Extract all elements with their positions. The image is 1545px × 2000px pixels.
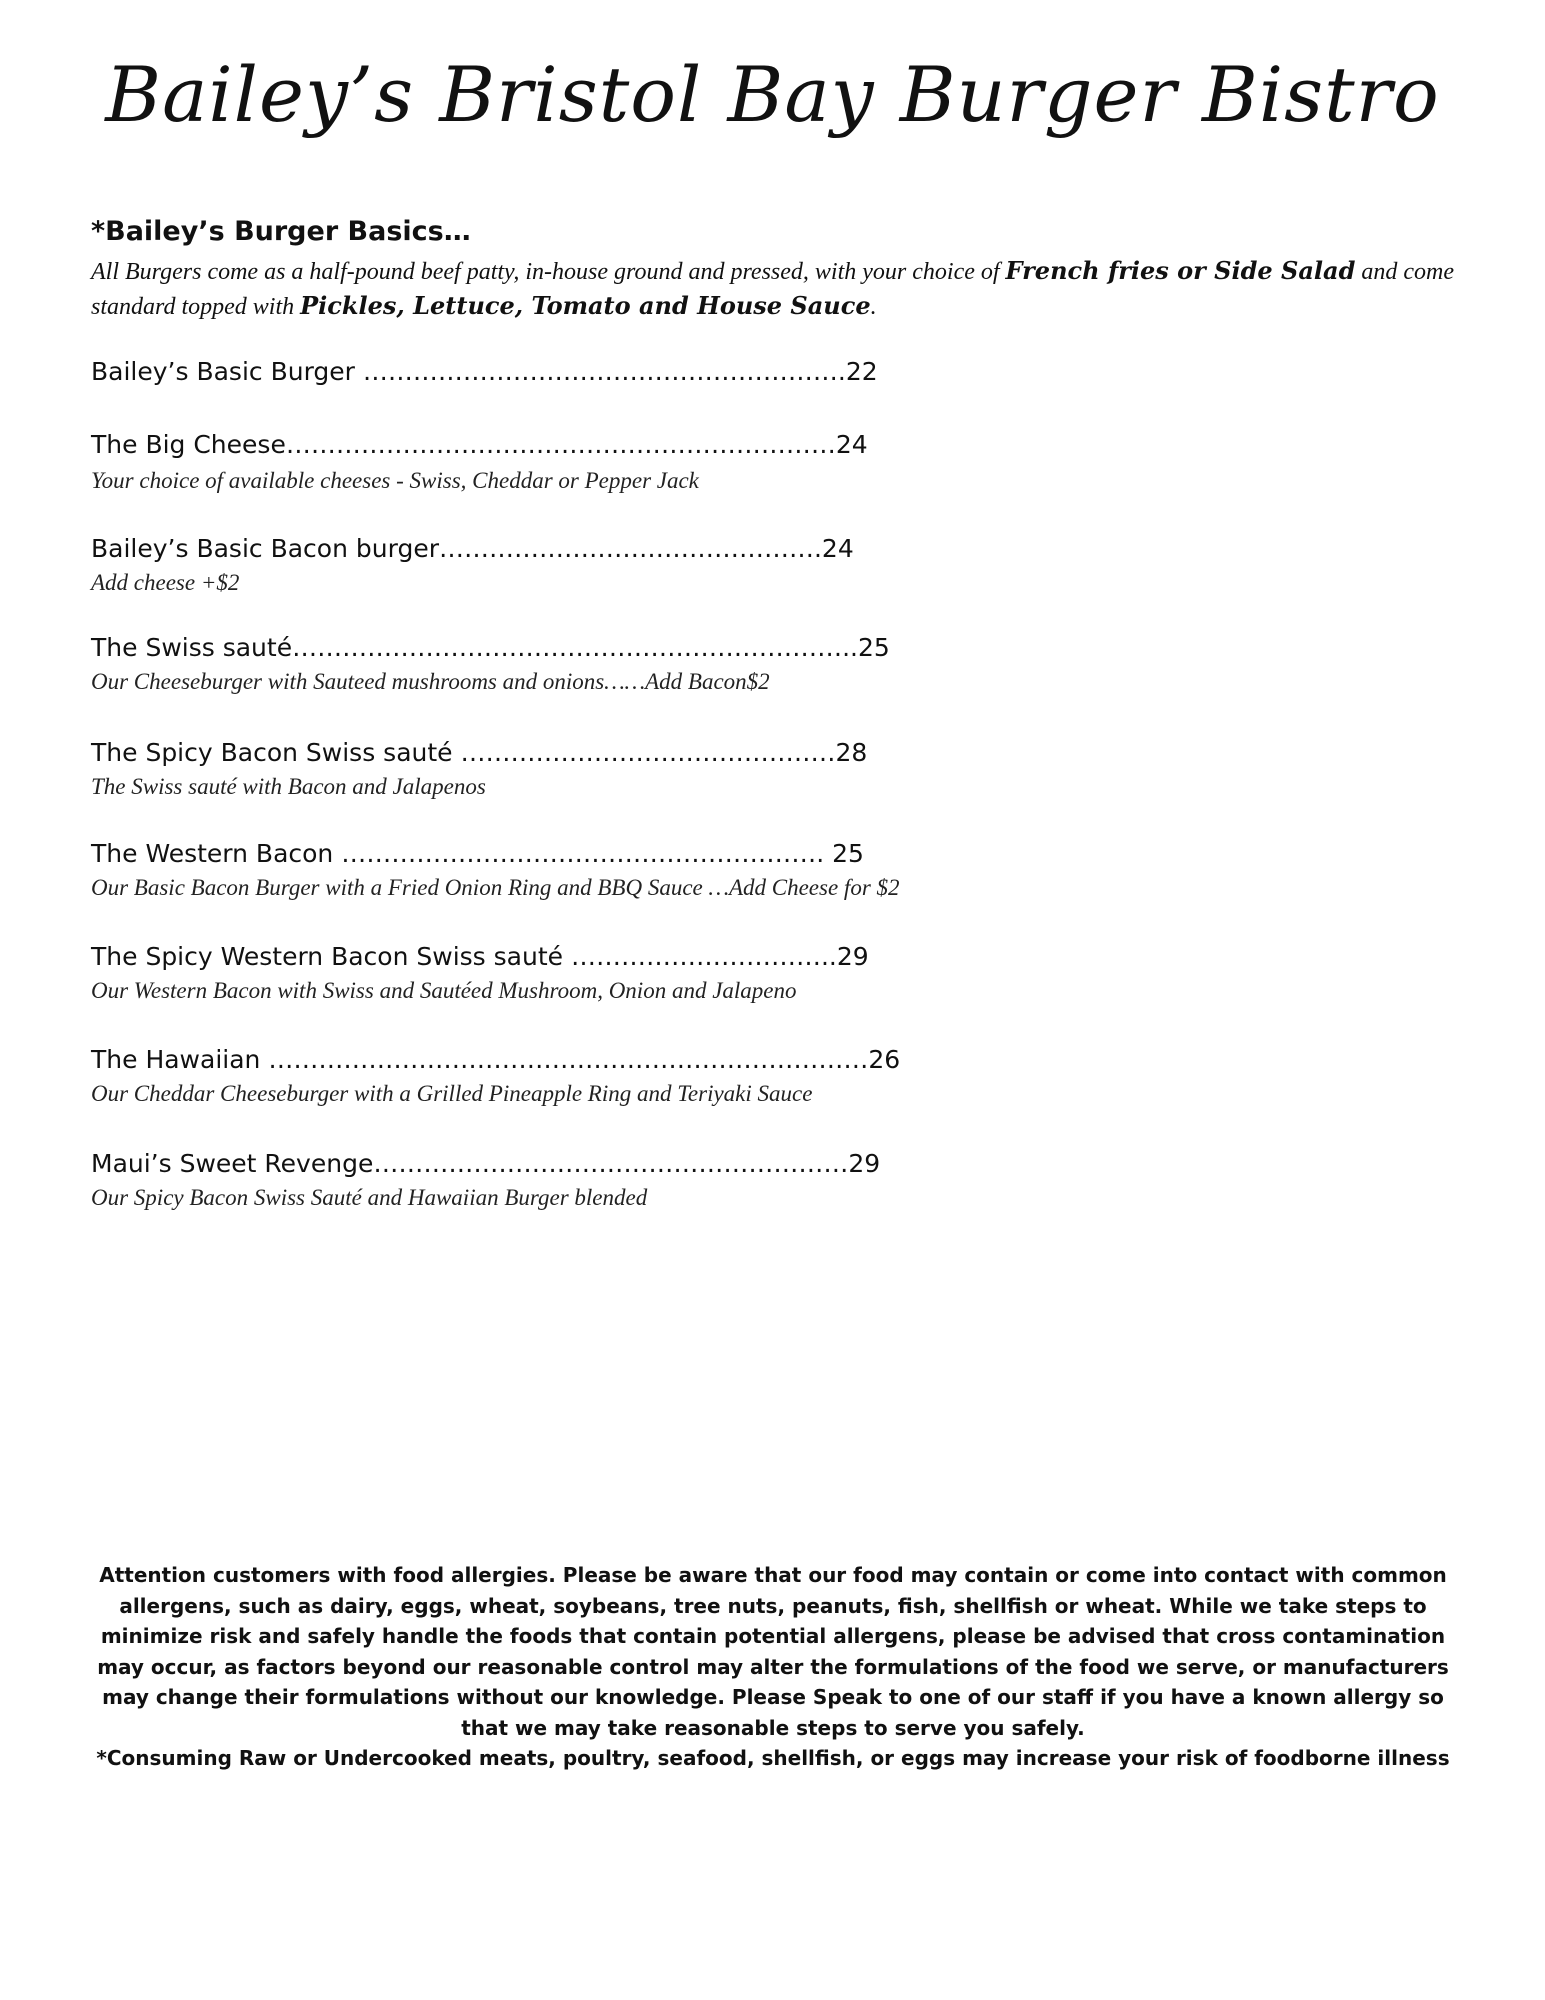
intro-text-3: . bbox=[870, 294, 877, 320]
menu-item-description: Our Spicy Bacon Swiss Sauté and Hawaiian Burger blended bbox=[91, 1185, 648, 1210]
intro-bold-toppings: Pickles, Lettuce, Tomato and House Sauce bbox=[300, 291, 871, 320]
menu-item-description: Our Cheeseburger with Sauteed mushrooms and onions……Add Bacon$2 bbox=[91, 669, 770, 694]
menu-item-description: Add cheese +$2 bbox=[91, 570, 240, 595]
intro-text-1: All Burgers come as a half-pound beef patty, in-house ground and pressed, with your choice of bbox=[91, 259, 1006, 285]
menu-item-name: Bailey’s Basic Burger ………………………………………………….22 bbox=[91, 357, 878, 386]
raw-food-warning: *Consuming Raw or Undercooked meats, poultry, seafood, shellfish, or eggs may increase your risk of foodborne illness bbox=[96, 1746, 1450, 1770]
allergy-notice: Attention customers with food allergies. Please be aware that our food may contain or come into contact with common allergens, such as dairy, eggs, wheat, soybeans, tree nuts, peanuts, fish, shellfish or wheat. While we take steps to minimize risk and safely handle the foods that contain potential allergens, please be advised that cross contamination may occur, as factors beyond our reasonable control may alter the formulations of the food we serve, or manufacturers may change their formulations without our knowledge. Please Speak to one of our staff if you have a known allergy so that we may take reasonable steps to serve you safely. bbox=[97, 1563, 1449, 1740]
menu-item-name: The Spicy Western Bacon Swiss sauté …………………………..29 bbox=[91, 942, 869, 971]
section-intro bbox=[91, 254, 1461, 324]
menu-item-description: The Swiss sauté with Bacon and Jalapenos bbox=[91, 774, 486, 799]
menu-item-description: Our Cheddar Cheeseburger with a Grilled Pineapple Ring and Teriyaki Sauce bbox=[91, 1081, 813, 1106]
menu-item-description: Your choice of available cheeses - Swiss, Cheddar or Pepper Jack bbox=[91, 468, 699, 493]
menu-item-name: The Spicy Bacon Swiss sauté ………………………………………28 bbox=[91, 738, 868, 767]
menu-item-name: The Swiss sauté…………………………………………………………..25 bbox=[91, 633, 890, 662]
menu-item-name: Bailey’s Basic Bacon burger……………………………………….24 bbox=[91, 534, 854, 563]
section-heading: *Bailey’s Burger Basics… bbox=[91, 216, 471, 247]
menu-item-name: The Hawaiian ………………………………………………………………26 bbox=[91, 1045, 901, 1074]
menu-item-description: Our Basic Bacon Burger with a Fried Onion Ring and BBQ Sauce …Add Cheese for $2 bbox=[91, 875, 900, 900]
menu-item-name: Maui’s Sweet Revenge…………………………………………………29 bbox=[91, 1149, 881, 1178]
menu-item-name: The Big Cheese…………………………………………………………24 bbox=[91, 430, 868, 459]
intro-text-2: and come standard topped with bbox=[91, 259, 1455, 320]
intro-bold-sides: French fries or Side Salad bbox=[1005, 256, 1356, 285]
menu-item-description: Our Western Bacon with Swiss and Sautéed Mushroom, Onion and Jalapeno bbox=[91, 978, 797, 1003]
menu-item-name: The Western Bacon …………………………………………………. 25 bbox=[91, 839, 864, 868]
restaurant-title: Bailey’s Bristol Bay Burger Bistro bbox=[105, 50, 1440, 139]
